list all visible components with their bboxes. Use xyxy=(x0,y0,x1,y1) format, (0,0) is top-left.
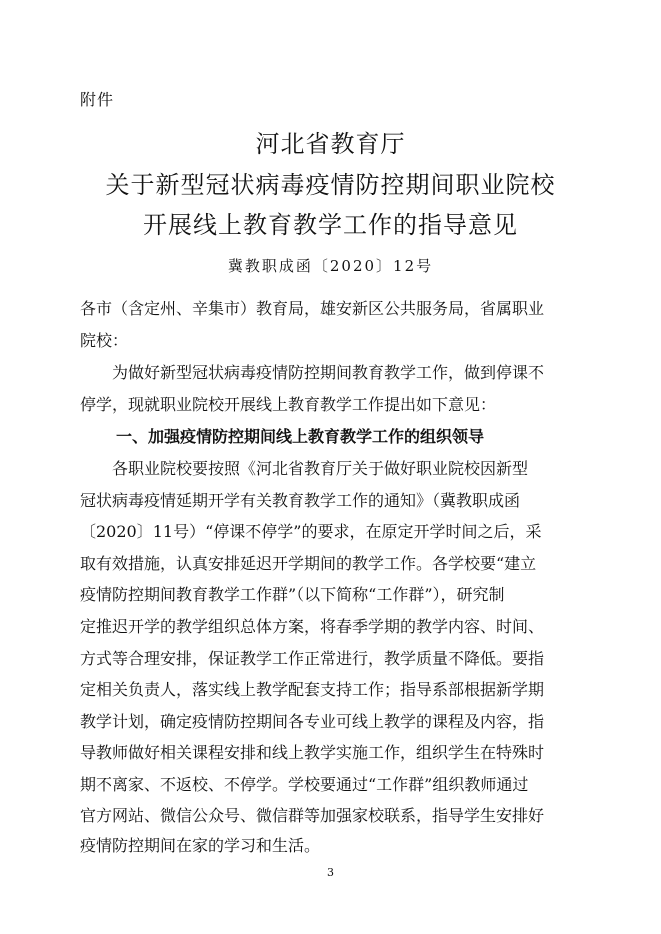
body-line-1: 各市（含定州、辛集市）教育局，雄安新区公共服务局，省属职业 xyxy=(80,299,545,318)
body-line-18: 疫情防控期间在家的学习和生活。 xyxy=(80,836,321,855)
body-line-11: 定推迟开学的教学组织总体方案，将春季学期的教学内容、时间、 xyxy=(80,617,545,636)
title-line-2: 关于新型冠状病毒疫情防控期间职业院校 xyxy=(105,171,556,199)
annex-label: 附件 xyxy=(80,90,115,109)
body-line-15: 导教师做好相关课程安排和线上教学实施工作，组织学生在特殊时 xyxy=(80,743,545,762)
body-line-2: 院校： xyxy=(80,331,129,350)
body-line-4: 停学，现就职业院校开展线上教育教学工作提出如下意见： xyxy=(80,395,497,414)
page-number: 3 xyxy=(327,866,334,879)
title-line-3: 开展线上教育教学工作的指导意见 xyxy=(143,211,518,239)
title-line-1: 河北省教育厅 xyxy=(255,130,406,158)
body-line-7: 冠状病毒疫情延期开学有关教育教学工作的通知》（冀教职成函 xyxy=(80,491,521,510)
body-line-13: 定相关负责人，落实线上教学配套支持工作；指导系部根据新学期 xyxy=(80,680,545,699)
body-line-9: 取有效措施，认真安排延迟开学期间的教学工作。各学校要“建立 xyxy=(80,554,537,573)
body-line-17: 官方网站、微信公众号、微信群等加强家校联系，指导学生安排好 xyxy=(80,806,545,825)
body-line-10: 疫情防控期间教育教学工作群”（以下简称“工作群”），研究制 xyxy=(80,585,505,604)
body-line-6: 各职业院校要按照《河北省教育厅关于做好职业院校因新型 xyxy=(112,459,529,478)
body-line-16: 期不离家、不返校、不停学。学校要通过“工作群”组织教师通过 xyxy=(80,775,529,794)
section-heading-1: 一、加强疫情防控期间线上教育教学工作的组织领导 xyxy=(116,427,485,446)
body-line-3: 为做好新型冠状病毒疫情防控期间教育教学工作，做到停课不 xyxy=(112,363,545,382)
body-line-12: 方式等合理安排，保证教学工作正常进行，教学质量不降低。要指 xyxy=(80,649,545,668)
body-line-14: 教学计划，确定疫情防控期间各专业可线上教学的课程及内容，指 xyxy=(80,712,545,731)
document-number: 冀教职成函〔2020〕12号 xyxy=(227,257,434,275)
body-line-8: 〔2020〕11号）“停课不停学”的要求，在原定开学时间之后，采 xyxy=(80,522,542,541)
